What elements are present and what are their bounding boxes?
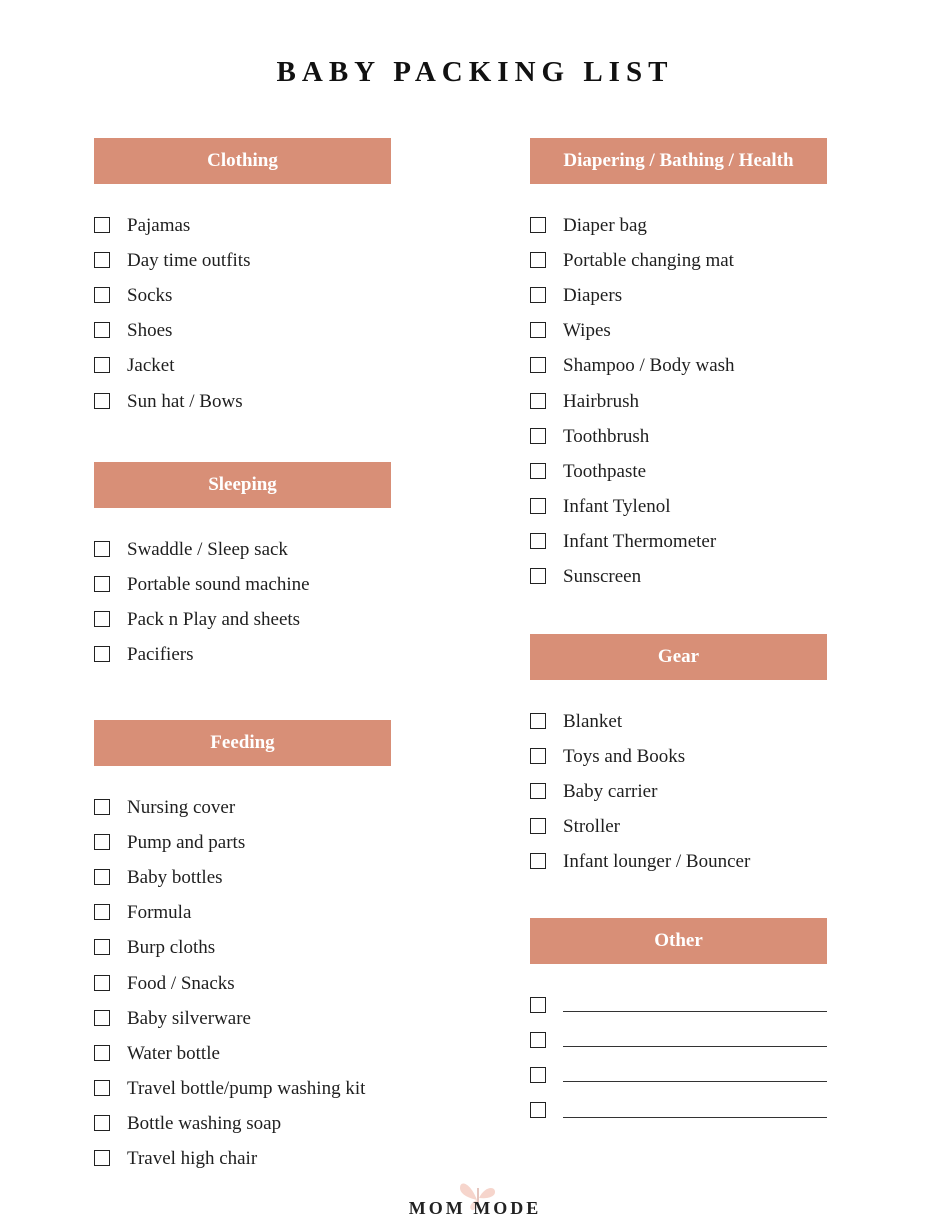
checklist-item-label: Baby bottles bbox=[127, 866, 223, 888]
checklist-item-label: Toothbrush bbox=[563, 425, 650, 447]
checklist-item-label: Pump and parts bbox=[127, 831, 246, 853]
checklist-blank-item bbox=[530, 1058, 827, 1093]
checklist-item bbox=[94, 1142, 391, 1177]
checklist-blank-item bbox=[530, 988, 827, 1023]
checklist-item bbox=[94, 1072, 391, 1107]
checkbox[interactable] bbox=[530, 997, 546, 1013]
section-other bbox=[530, 918, 827, 1129]
checkbox[interactable] bbox=[530, 853, 546, 869]
checkbox[interactable] bbox=[94, 869, 110, 885]
checklist-item bbox=[530, 419, 827, 454]
checklist-item-label: Jacket bbox=[127, 355, 175, 377]
checklist-item bbox=[94, 1001, 391, 1036]
section-feeding bbox=[94, 720, 391, 1177]
checkbox[interactable] bbox=[530, 1102, 546, 1118]
checklist-feeding bbox=[94, 790, 391, 1177]
section-header-gear: Gear bbox=[530, 634, 827, 680]
checklist-item bbox=[94, 567, 391, 602]
page-title: BABY PACKING LIST bbox=[276, 56, 674, 88]
checklist-item bbox=[530, 278, 827, 313]
blank-write-in-line[interactable] bbox=[563, 1011, 827, 1012]
section-diapering bbox=[530, 138, 827, 595]
checklist-item bbox=[94, 860, 391, 895]
checklist-item bbox=[94, 243, 391, 278]
checklist-item bbox=[94, 1107, 391, 1142]
checkbox[interactable] bbox=[94, 646, 110, 662]
checkbox[interactable] bbox=[94, 1150, 110, 1166]
checklist-item-label: Food / Snacks bbox=[127, 972, 235, 994]
checkbox[interactable] bbox=[530, 498, 546, 514]
section-header-other: Other bbox=[530, 918, 827, 964]
checklist-item-label: Sunscreen bbox=[563, 566, 642, 588]
checkbox[interactable] bbox=[530, 748, 546, 764]
checklist-item bbox=[530, 490, 827, 525]
checklist-item bbox=[94, 278, 391, 313]
checklist-item-label: Diaper bag bbox=[563, 214, 647, 236]
checkbox[interactable] bbox=[530, 783, 546, 799]
checklist-item-label: Swaddle / Sleep sack bbox=[127, 538, 288, 560]
checkbox[interactable] bbox=[94, 834, 110, 850]
checklist-item-label: Travel bottle/pump washing kit bbox=[127, 1078, 366, 1100]
checkbox[interactable] bbox=[530, 287, 546, 303]
checkbox[interactable] bbox=[530, 463, 546, 479]
checklist-item-label: Toys and Books bbox=[563, 745, 686, 767]
checkbox[interactable] bbox=[94, 322, 110, 338]
checklist-item-label: Diapers bbox=[563, 284, 623, 306]
checklist-item bbox=[94, 790, 391, 825]
checklist-item bbox=[94, 208, 391, 243]
checklist-item bbox=[94, 966, 391, 1001]
checklist-item bbox=[94, 602, 391, 637]
checkbox[interactable] bbox=[530, 322, 546, 338]
footer-brand: MOM MODE bbox=[408, 1198, 542, 1218]
checkbox[interactable] bbox=[530, 818, 546, 834]
blank-write-in-line[interactable] bbox=[563, 1046, 827, 1047]
checkbox[interactable] bbox=[530, 428, 546, 444]
checklist-other bbox=[530, 988, 827, 1129]
checklist-sleeping bbox=[94, 532, 391, 673]
checklist-item bbox=[94, 349, 391, 384]
checkbox[interactable] bbox=[530, 393, 546, 409]
checkbox[interactable] bbox=[94, 939, 110, 955]
checklist-item bbox=[530, 704, 827, 739]
checklist-item bbox=[94, 384, 391, 419]
checklist-item-label: Day time outfits bbox=[127, 249, 251, 271]
checklist-item-label: Sun hat / Bows bbox=[127, 390, 243, 412]
checklist-item-label: Shoes bbox=[127, 320, 173, 342]
checklist-item-label: Infant lounger / Bouncer bbox=[563, 851, 751, 873]
checklist-item bbox=[530, 314, 827, 349]
checklist-item bbox=[94, 638, 391, 673]
checkbox[interactable] bbox=[94, 541, 110, 557]
section-header-diapering: Diapering / Bathing / Health bbox=[530, 138, 827, 184]
checklist-item-label: Pacifiers bbox=[127, 644, 194, 666]
checklist-item-label: Baby silverware bbox=[127, 1007, 251, 1029]
checklist-item bbox=[94, 825, 391, 860]
checkbox[interactable] bbox=[94, 1115, 110, 1131]
checklist-item-label: Pajamas bbox=[127, 214, 191, 236]
checkbox[interactable] bbox=[94, 611, 110, 627]
checklist-item-label: Infant Tylenol bbox=[563, 496, 671, 518]
checkbox[interactable] bbox=[94, 1080, 110, 1096]
checkbox[interactable] bbox=[94, 975, 110, 991]
checkbox[interactable] bbox=[94, 357, 110, 373]
checkbox[interactable] bbox=[94, 393, 110, 409]
checklist-item-label: Toothpaste bbox=[563, 460, 647, 482]
checklist-item bbox=[94, 896, 391, 931]
checklist-item bbox=[530, 810, 827, 845]
checklist-item bbox=[530, 739, 827, 774]
checkbox[interactable] bbox=[530, 357, 546, 373]
blank-write-in-line[interactable] bbox=[563, 1081, 827, 1082]
checklist-item bbox=[94, 314, 391, 349]
checklist-item bbox=[530, 845, 827, 880]
checkbox[interactable] bbox=[94, 904, 110, 920]
checklist-item bbox=[530, 774, 827, 809]
checklist-item-label: Nursing cover bbox=[127, 796, 236, 818]
checkbox[interactable] bbox=[530, 252, 546, 268]
checklist-item-label: Water bottle bbox=[127, 1042, 220, 1064]
checkbox[interactable] bbox=[530, 713, 546, 729]
checkbox[interactable] bbox=[94, 1010, 110, 1026]
checklist-item bbox=[94, 532, 391, 567]
checklist-item bbox=[530, 349, 827, 384]
checklist-item-label: Burp cloths bbox=[127, 937, 216, 959]
checklist-item-label: Shampoo / Body wash bbox=[563, 355, 735, 377]
checkbox[interactable] bbox=[530, 217, 546, 233]
checklist-item-label: Formula bbox=[127, 902, 192, 924]
checklist-item-label: Portable changing mat bbox=[563, 249, 734, 271]
checklist-item-label: Bottle washing soap bbox=[127, 1113, 282, 1135]
checklist-item bbox=[530, 243, 827, 278]
checklist-blank-item bbox=[530, 1023, 827, 1058]
checklist-item bbox=[530, 525, 827, 560]
checklist-item-label: Hairbrush bbox=[563, 390, 639, 412]
checklist-diapering bbox=[530, 208, 827, 595]
section-clothing bbox=[94, 138, 391, 419]
section-header-clothing: Clothing bbox=[94, 138, 391, 184]
section-gear bbox=[530, 634, 827, 880]
checklist-item-label: Blanket bbox=[563, 710, 623, 732]
checklist-item bbox=[530, 560, 827, 595]
checklist-gear bbox=[530, 704, 827, 880]
checklist-item bbox=[530, 384, 827, 419]
checkbox[interactable] bbox=[94, 252, 110, 268]
checkbox[interactable] bbox=[94, 799, 110, 815]
checklist-item-label: Stroller bbox=[563, 816, 620, 838]
checklist-clothing bbox=[94, 208, 391, 419]
section-sleeping bbox=[94, 462, 391, 673]
checklist-item-label: Baby carrier bbox=[563, 780, 658, 802]
checklist-item bbox=[530, 208, 827, 243]
checkbox[interactable] bbox=[530, 1067, 546, 1083]
section-header-sleeping: Sleeping bbox=[94, 462, 391, 508]
checklist-item-label: Portable sound machine bbox=[127, 573, 310, 595]
checkbox[interactable] bbox=[530, 1032, 546, 1048]
checkbox[interactable] bbox=[94, 217, 110, 233]
checklist-blank-item bbox=[530, 1094, 827, 1129]
checkbox[interactable] bbox=[94, 287, 110, 303]
checklist-item bbox=[94, 1036, 391, 1071]
checklist-item bbox=[530, 454, 827, 489]
checkbox[interactable] bbox=[530, 568, 546, 584]
section-header-feeding: Feeding bbox=[94, 720, 391, 766]
checklist-item-label: Pack n Play and sheets bbox=[127, 608, 301, 630]
checklist-item-label: Infant Thermometer bbox=[563, 531, 717, 553]
blank-write-in-line[interactable] bbox=[563, 1117, 827, 1118]
checkbox[interactable] bbox=[94, 1045, 110, 1061]
checklist-item-label: Socks bbox=[127, 284, 173, 306]
checklist-item bbox=[94, 931, 391, 966]
checkbox[interactable] bbox=[530, 533, 546, 549]
checklist-item-label: Travel high chair bbox=[127, 1148, 258, 1170]
checkbox[interactable] bbox=[94, 576, 110, 592]
checklist-item-label: Wipes bbox=[563, 320, 611, 342]
